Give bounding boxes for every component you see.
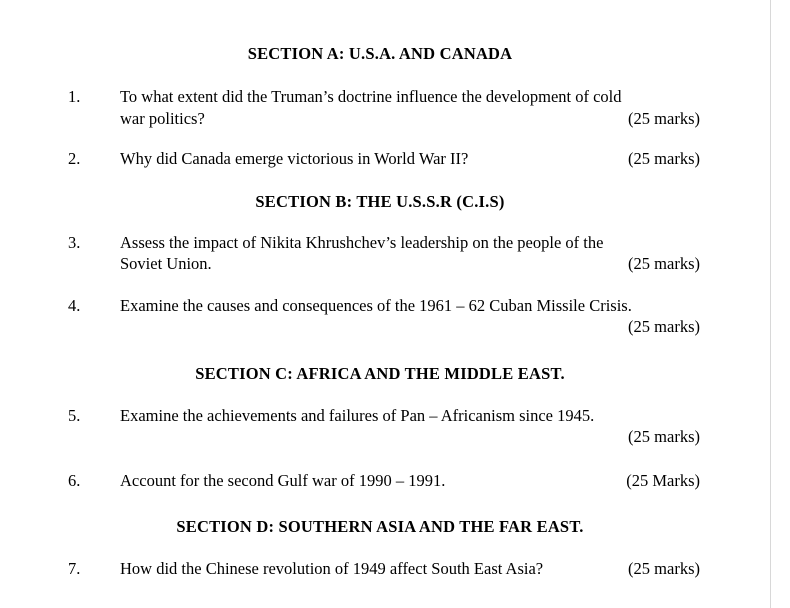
question-line: Examine the causes and consequences of the 1961 – 62 Cuban Missile Crisis. xyxy=(120,295,632,315)
section-heading-a: SECTION A: U.S.A. AND CANADA xyxy=(247,44,513,63)
question-line: To what extent did the Truman’s doctrine influence the development of cold xyxy=(120,87,622,106)
page-margin-rule xyxy=(770,0,771,608)
section-heading-d: SECTION D: SOUTHERN ASIA AND THE FAR EAST. xyxy=(176,517,584,536)
question-line-with-marks xyxy=(120,253,700,275)
marks-label: (25 marks) xyxy=(628,317,700,336)
question-number: 6. xyxy=(68,470,81,490)
question-number: 3. xyxy=(68,232,81,252)
question-line: Examine the achievements and failures of Pan – Africanism since 1945. xyxy=(120,405,595,425)
question-body xyxy=(120,86,760,129)
question-line-with-marks xyxy=(120,470,700,492)
question-number: 1. xyxy=(68,87,81,106)
question-line-text: war politics? xyxy=(120,108,205,128)
question-number: 7. xyxy=(68,559,81,578)
section-heading-c: SECTION C: AFRICA AND THE MIDDLE EAST. xyxy=(195,363,565,383)
question-line: Assess the impact of Nikita Khrushchev’s leadership on the people of the xyxy=(120,232,604,252)
question-line-text: Why did Canada emerge victorious in World War II? xyxy=(120,149,469,168)
question-body xyxy=(120,470,760,492)
question-item xyxy=(0,232,760,275)
marks-label: (25 marks) xyxy=(628,108,700,128)
question-body xyxy=(120,148,760,170)
question-item xyxy=(0,295,760,338)
marks-label: (25 marks) xyxy=(628,559,700,578)
question-line-text: Account for the second Gulf war of 1990 – 1991. xyxy=(120,470,446,490)
question-number: 5. xyxy=(68,405,81,425)
question-line-with-marks xyxy=(120,558,700,580)
question-item xyxy=(0,405,760,448)
question-body xyxy=(120,405,760,448)
question-number: 4. xyxy=(68,295,81,315)
question-body xyxy=(120,295,760,338)
marks-label: (25 marks) xyxy=(628,254,700,273)
question-item xyxy=(0,558,760,580)
question-line-with-marks xyxy=(120,148,700,170)
question-item xyxy=(0,86,760,129)
question-line-with-marks xyxy=(120,108,700,130)
question-body xyxy=(120,558,760,580)
marks-label: (25 marks) xyxy=(628,149,700,168)
section-heading-b: SECTION B: THE U.S.S.R (C.I.S) xyxy=(255,191,505,211)
question-item xyxy=(0,148,760,170)
question-line-text: Soviet Union. xyxy=(120,254,212,273)
question-line-text: How did the Chinese revolution of 1949 affect South East Asia? xyxy=(120,559,544,578)
question-number: 2. xyxy=(68,149,81,168)
question-item xyxy=(0,470,760,492)
question-body xyxy=(120,232,760,275)
marks-label: (25 marks) xyxy=(628,427,700,446)
marks-label: (25 Marks) xyxy=(626,470,700,490)
